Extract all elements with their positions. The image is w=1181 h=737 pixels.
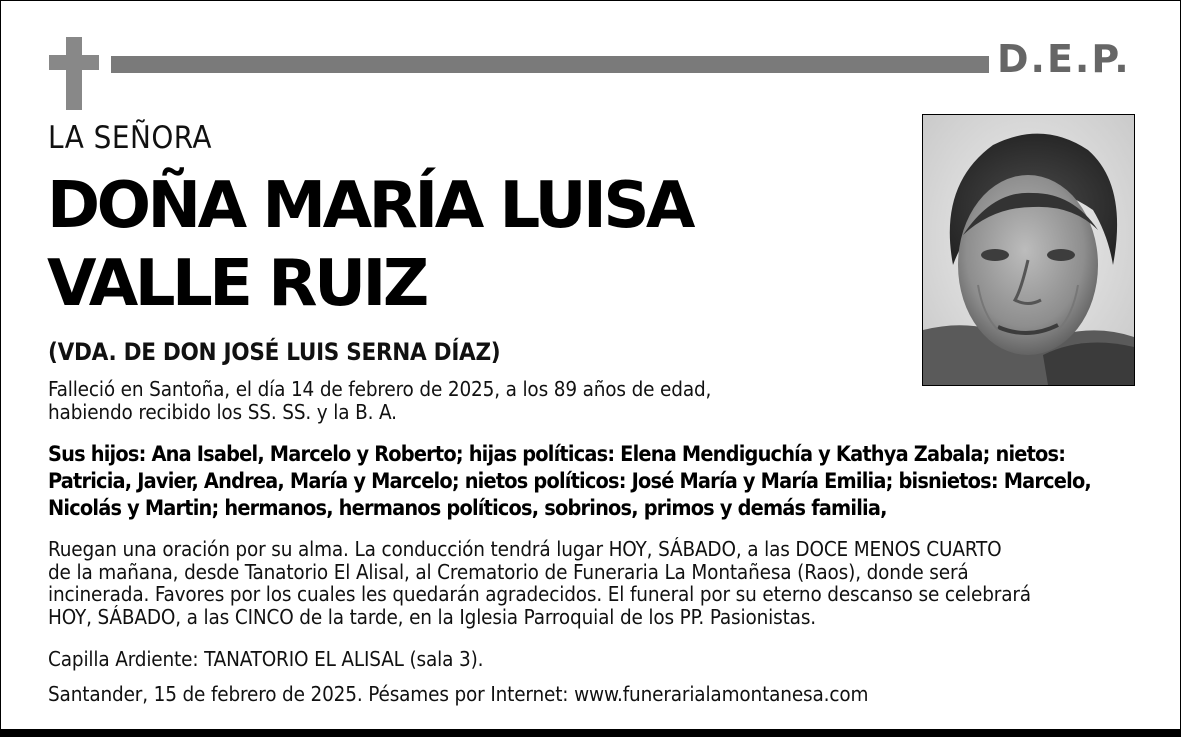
footer-date-web: Santander, 15 de febrero de 2025. Pésames por Internet: www.funerarialamontanesa.com: [48, 682, 869, 706]
death-line-1: Falleció en Santoña, el día 14 de febrero de 2025, a los 89 años de edad,: [48, 377, 712, 401]
death-info: [48, 378, 711, 423]
name-line-1: DOÑA MARÍA LUISA: [47, 169, 692, 243]
dep-label: D.E.P.: [997, 37, 1131, 81]
title-prefix: LA SEÑORA: [48, 120, 212, 156]
notice-line-1: Ruegan una oración por su alma. La conducción tendrá lugar HOY, SÁBADO, a las DOCE MENOS CUARTO: [48, 537, 1002, 561]
family-line-1: Sus hijos: Ana Isabel, Marcelo y Roberto; hijas políticas: Elena Mendiguchía y Kathya Zabala; nietos:: [48, 442, 1066, 467]
death-line-2: habiendo recibido los SS. SS. y la B. A.: [48, 399, 397, 424]
cross-icon: [49, 37, 99, 110]
bottom-border: [0, 729, 1181, 737]
family-list: [48, 441, 1091, 522]
name-line-2: VALLE RUIZ: [47, 247, 426, 321]
family-line-2: Patricia, Javier, Andrea, María y Marcelo; nietos políticos: José María y María Emilia; bisnietos: Marcelo,: [48, 469, 1091, 494]
funeral-notice: [48, 538, 1031, 628]
family-line-3: Nicolás y Martin; hermanos, hermanos políticos, sobrinos, primos y demás familia,: [48, 496, 887, 521]
header-rule: [111, 56, 989, 73]
chapel-info: Capilla Ardiente: TANATORIO EL ALISAL (sala 3).: [48, 647, 484, 671]
portrait-photo: [922, 114, 1135, 386]
deceased-name: [47, 167, 692, 323]
notice-line-4: HOY, SÁBADO, a las CINCO de la tarde, en la Iglesia Parroquial de los PP. Pasionistas.: [48, 604, 816, 629]
widow-of: (VDA. DE DON JOSÉ LUIS SERNA DÍAZ): [48, 338, 501, 366]
notice-line-2: de la mañana, desde Tanatorio El Alisal, al Crematorio de Funeraria La Montañesa (Raos), donde será: [48, 559, 969, 584]
notice-line-3: incinerada. Favores por los cuales les quedarán agradecidos. El funeral por su eterno descanso se celebrará: [48, 582, 1031, 607]
